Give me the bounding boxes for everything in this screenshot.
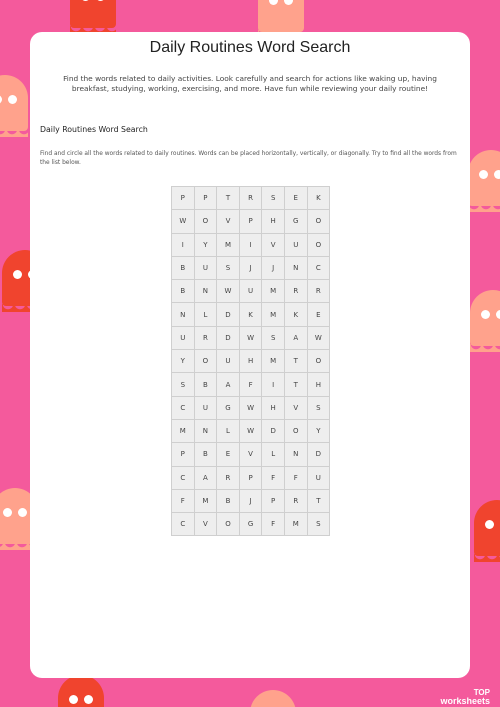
word-search-grid — [171, 186, 330, 536]
grid-cell[interactable]: F — [239, 373, 262, 396]
grid-cell[interactable]: T — [217, 187, 240, 210]
grid-cell[interactable]: P — [194, 187, 217, 210]
grid-cell[interactable]: E — [284, 187, 307, 210]
grid-cell[interactable]: H — [262, 210, 285, 233]
grid-cell[interactable]: R — [217, 466, 240, 489]
grid-cell[interactable]: R — [284, 489, 307, 512]
grid-row — [172, 513, 330, 536]
grid-cell[interactable]: C — [172, 396, 195, 419]
grid-cell[interactable]: V — [239, 443, 262, 466]
grid-cell[interactable]: S — [172, 373, 195, 396]
grid-row — [172, 373, 330, 396]
grid-cell[interactable]: R — [194, 326, 217, 349]
logo-top-text: TOP — [473, 688, 490, 697]
grid-cell[interactable]: J — [262, 256, 285, 279]
grid-cell[interactable]: P — [239, 210, 262, 233]
grid-cell[interactable]: J — [239, 256, 262, 279]
ghost-icon — [70, 0, 116, 28]
grid-row — [172, 489, 330, 512]
grid-cell[interactable]: V — [284, 396, 307, 419]
grid-cell[interactable]: M — [194, 489, 217, 512]
grid-cell[interactable]: S — [262, 326, 285, 349]
grid-cell[interactable]: R — [284, 280, 307, 303]
ghost-icon — [258, 0, 304, 32]
grid-row — [172, 280, 330, 303]
grid-cell[interactable]: B — [172, 280, 195, 303]
grid-cell[interactable]: V — [217, 210, 240, 233]
grid-row — [172, 187, 330, 210]
grid-cell[interactable]: R — [239, 187, 262, 210]
grid-cell[interactable]: O — [194, 350, 217, 373]
grid-cell[interactable]: M — [172, 419, 195, 442]
ghost-icon — [470, 290, 500, 346]
grid-cell[interactable]: F — [262, 466, 285, 489]
grid-cell[interactable]: P — [172, 443, 195, 466]
grid-row — [172, 210, 330, 233]
grid-row — [172, 466, 330, 489]
grid-cell[interactable]: F — [172, 489, 195, 512]
grid-cell[interactable]: U — [239, 280, 262, 303]
grid-cell[interactable]: U — [284, 233, 307, 256]
grid-cell[interactable]: H — [239, 350, 262, 373]
grid-cell[interactable]: V — [194, 513, 217, 536]
ghost-icon — [0, 75, 28, 131]
grid-cell[interactable]: S — [262, 187, 285, 210]
worksheet-title: Daily Routines Word Search — [149, 39, 351, 56]
grid-cell[interactable]: K — [307, 187, 330, 210]
grid-cell[interactable]: B — [194, 443, 217, 466]
grid-cell[interactable]: U — [307, 466, 330, 489]
grid-cell[interactable]: G — [284, 210, 307, 233]
grid-cell[interactable]: M — [284, 513, 307, 536]
grid-cell[interactable]: N — [194, 419, 217, 442]
grid-cell[interactable]: S — [217, 256, 240, 279]
grid-cell[interactable]: N — [284, 256, 307, 279]
grid-cell[interactable]: W — [239, 419, 262, 442]
grid-cell[interactable]: J — [239, 489, 262, 512]
grid-row — [172, 443, 330, 466]
grid-cell[interactable]: I — [262, 373, 285, 396]
grid-cell[interactable]: U — [194, 256, 217, 279]
grid-cell[interactable]: H — [262, 396, 285, 419]
grid-cell[interactable]: B — [194, 373, 217, 396]
grid-cell[interactable]: T — [284, 350, 307, 373]
grid-cell[interactable]: S — [307, 396, 330, 419]
grid-row — [172, 303, 330, 326]
grid-cell[interactable]: U — [172, 326, 195, 349]
grid-row — [172, 396, 330, 419]
grid-cell[interactable]: G — [217, 396, 240, 419]
grid-cell[interactable]: L — [217, 419, 240, 442]
grid-cell[interactable]: S — [307, 513, 330, 536]
grid-cell[interactable]: G — [239, 513, 262, 536]
grid-cell[interactable]: O — [307, 350, 330, 373]
grid-cell[interactable]: R — [307, 280, 330, 303]
grid-cell[interactable]: O — [217, 513, 240, 536]
grid-cell[interactable]: D — [262, 419, 285, 442]
grid-cell[interactable]: N — [194, 280, 217, 303]
grid-cell[interactable]: C — [172, 513, 195, 536]
grid-cell[interactable]: M — [217, 233, 240, 256]
grid-cell[interactable]: A — [284, 326, 307, 349]
grid-cell[interactable]: M — [262, 280, 285, 303]
grid-cell[interactable]: V — [262, 233, 285, 256]
logo-name-text: worksheets — [440, 696, 490, 706]
grid-cell[interactable]: W — [307, 326, 330, 349]
grid-cell[interactable]: K — [284, 303, 307, 326]
grid-cell[interactable]: M — [262, 303, 285, 326]
grid-cell[interactable]: Y — [194, 233, 217, 256]
ghost-icon — [58, 675, 104, 707]
grid-cell[interactable]: M — [262, 350, 285, 373]
grid-cell[interactable]: Y — [172, 350, 195, 373]
grid-cell[interactable]: A — [194, 466, 217, 489]
grid-cell[interactable]: E — [307, 303, 330, 326]
grid-cell[interactable]: E — [217, 443, 240, 466]
grid-cell[interactable]: O — [194, 210, 217, 233]
grid-cell[interactable]: Y — [307, 419, 330, 442]
grid-cell[interactable]: P — [262, 489, 285, 512]
topworksheets-logo — [440, 689, 490, 705]
grid-cell[interactable]: N — [172, 303, 195, 326]
grid-cell[interactable]: F — [262, 513, 285, 536]
grid-row — [172, 233, 330, 256]
grid-cell[interactable]: T — [307, 489, 330, 512]
grid-cell[interactable]: W — [239, 396, 262, 419]
grid-cell[interactable]: D — [307, 443, 330, 466]
grid-cell[interactable]: I — [239, 233, 262, 256]
grid-cell[interactable]: C — [172, 466, 195, 489]
grid-cell[interactable]: P — [239, 466, 262, 489]
grid-cell[interactable]: O — [284, 419, 307, 442]
ghost-icon — [468, 150, 500, 206]
grid-cell[interactable]: D — [217, 303, 240, 326]
grid-cell[interactable]: U — [194, 396, 217, 419]
grid-cell[interactable]: C — [307, 256, 330, 279]
grid-cell[interactable]: W — [172, 210, 195, 233]
grid-cell[interactable]: L — [262, 443, 285, 466]
grid-cell[interactable]: B — [172, 256, 195, 279]
intro-text: Find the words related to daily activities. Look carefully and search for actions like waking up, having breakfast, studying, working, exercising, and more. Have fun while reviewing your daily routine! — [63, 74, 437, 93]
grid-cell[interactable]: I — [172, 233, 195, 256]
instructions-text: Find and circle all the words related to daily routines. Words can be placed horizontally, vertically, or diagonally. Try to find all the words from the list below. — [40, 151, 457, 166]
grid-cell[interactable]: W — [239, 326, 262, 349]
grid-cell[interactable]: O — [307, 233, 330, 256]
section-title: Daily Routines Word Search — [40, 125, 148, 134]
grid-cell[interactable]: D — [217, 326, 240, 349]
grid-cell[interactable]: P — [172, 187, 195, 210]
grid-cell[interactable]: F — [284, 466, 307, 489]
grid-row — [172, 326, 330, 349]
grid-cell[interactable]: B — [217, 489, 240, 512]
grid-cell[interactable]: A — [217, 373, 240, 396]
grid-cell[interactable]: U — [217, 350, 240, 373]
grid-cell[interactable]: O — [307, 210, 330, 233]
ghost-icon — [250, 690, 296, 707]
ghost-icon — [474, 500, 500, 556]
worksheet-card — [30, 32, 470, 678]
grid-cell[interactable]: K — [239, 303, 262, 326]
grid-row — [172, 419, 330, 442]
grid-cell[interactable]: N — [284, 443, 307, 466]
grid-cell[interactable]: L — [194, 303, 217, 326]
grid-cell[interactable]: H — [307, 373, 330, 396]
grid-row — [172, 350, 330, 373]
grid-cell[interactable]: T — [284, 373, 307, 396]
grid-cell[interactable]: W — [217, 280, 240, 303]
grid-row — [172, 256, 330, 279]
